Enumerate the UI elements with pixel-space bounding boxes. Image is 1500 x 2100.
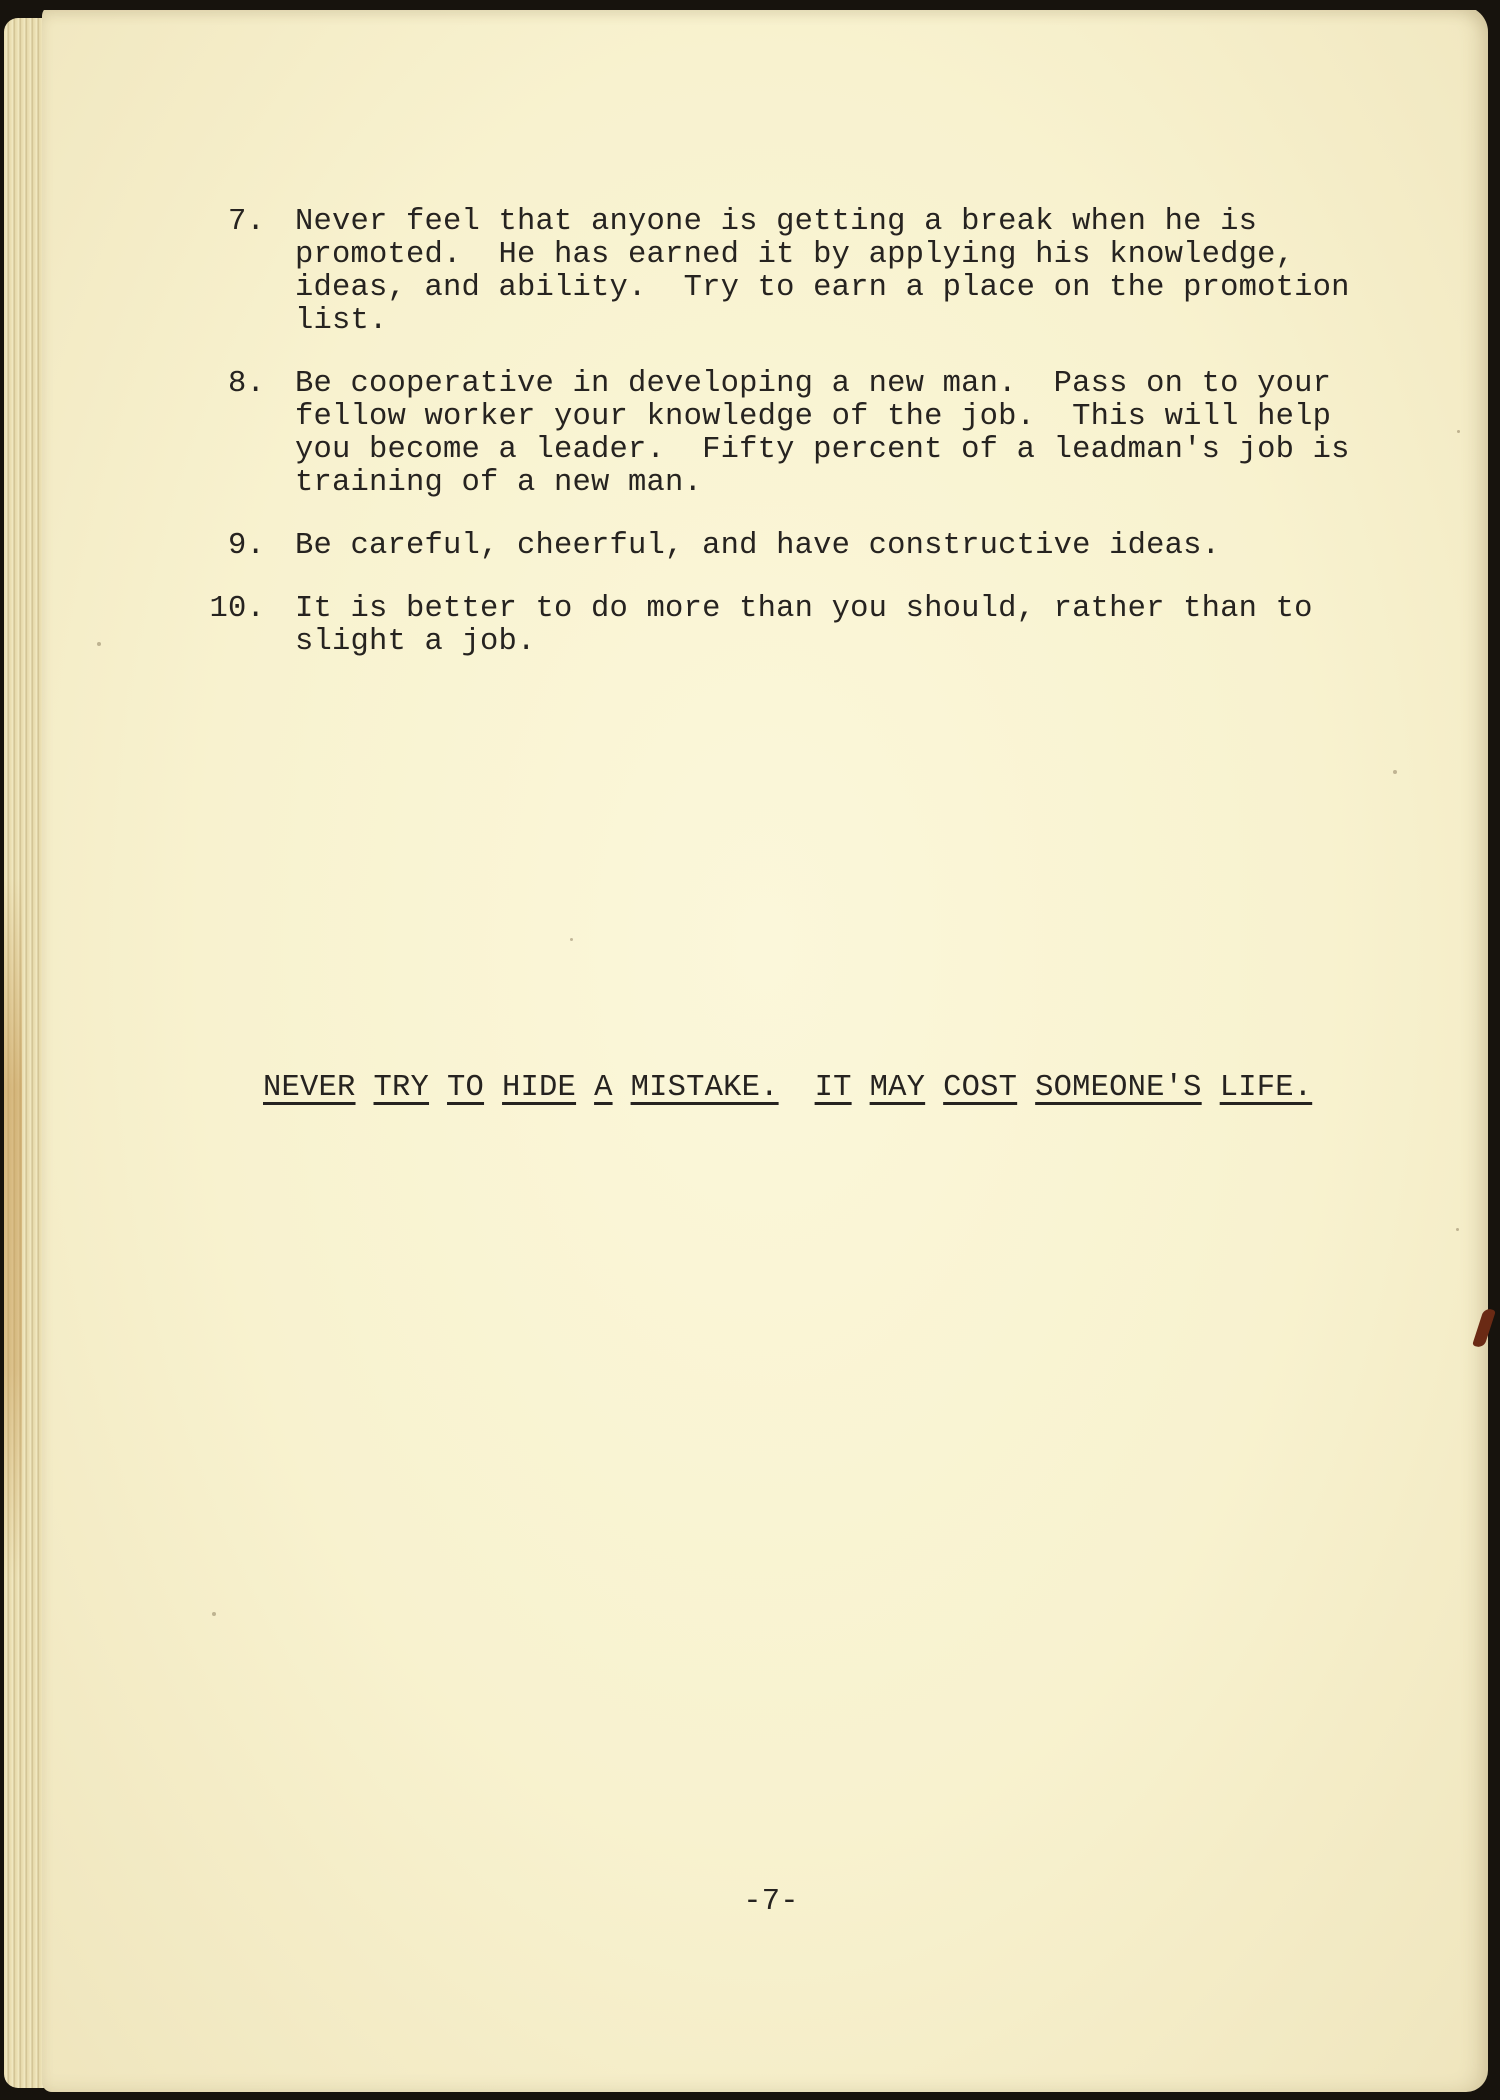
rule-line: It is better to do more than you should, rather than to — [295, 592, 1313, 626]
rule-line: list. — [295, 304, 388, 338]
page-number: -7- — [743, 1885, 799, 1919]
rule-line: you become a leader. Fifty percent of a leadman's job is — [295, 433, 1350, 467]
rule-text — [295, 530, 1365, 563]
paper-speck — [1456, 1228, 1459, 1231]
rule-line: fellow worker your knowledge of the job. This will help — [295, 400, 1332, 434]
rule-number: 9. — [227, 529, 265, 563]
rule-line: Be cooperative in developing a new man. Pass on to your — [295, 367, 1332, 401]
warning-word: HIDE — [502, 1071, 577, 1105]
rule-item — [165, 206, 1365, 338]
warning-word: MAY — [869, 1071, 926, 1105]
rule-number: 10. — [209, 592, 265, 626]
rule-text — [295, 368, 1365, 500]
rules-list — [165, 206, 1365, 689]
warning-word: MISTAKE. — [630, 1071, 779, 1105]
rule-item — [165, 593, 1365, 659]
edge-stain — [4, 878, 22, 1578]
rule-item — [165, 368, 1365, 500]
rule-line: Be careful, cheerful, and have constructive ideas. — [295, 529, 1221, 563]
rule-item — [165, 530, 1365, 563]
warning-word: IT — [814, 1071, 852, 1105]
paper-speck — [1457, 430, 1460, 433]
rule-text — [295, 593, 1365, 659]
warning-word: LIFE. — [1219, 1071, 1313, 1105]
rule-text — [295, 206, 1365, 338]
warning-word: SOMEONE'S — [1035, 1071, 1202, 1105]
rule-line: training of a new man. — [295, 466, 703, 500]
paper-speck — [1393, 770, 1397, 774]
paper-speck — [97, 642, 101, 646]
warning-statement — [263, 1072, 1330, 1105]
rule-line: Never feel that anyone is getting a break when he is — [295, 205, 1258, 239]
warning-word: COST — [943, 1071, 1018, 1105]
warning-word: NEVER — [263, 1071, 356, 1105]
rule-number: 8. — [227, 367, 265, 401]
rule-line: slight a job. — [295, 625, 536, 659]
rule-number: 7. — [227, 205, 265, 239]
warning-word: A — [594, 1071, 613, 1105]
warning-word: TO — [447, 1071, 485, 1105]
rule-line: ideas, and ability. Try to earn a place on the promotion — [295, 271, 1350, 305]
warning-word: TRY — [373, 1071, 430, 1105]
paper-speck — [570, 938, 573, 941]
paper-speck — [212, 1612, 216, 1616]
top-shadow — [40, 0, 1500, 10]
rule-line: promoted. He has earned it by applying his knowledge, — [295, 238, 1295, 272]
